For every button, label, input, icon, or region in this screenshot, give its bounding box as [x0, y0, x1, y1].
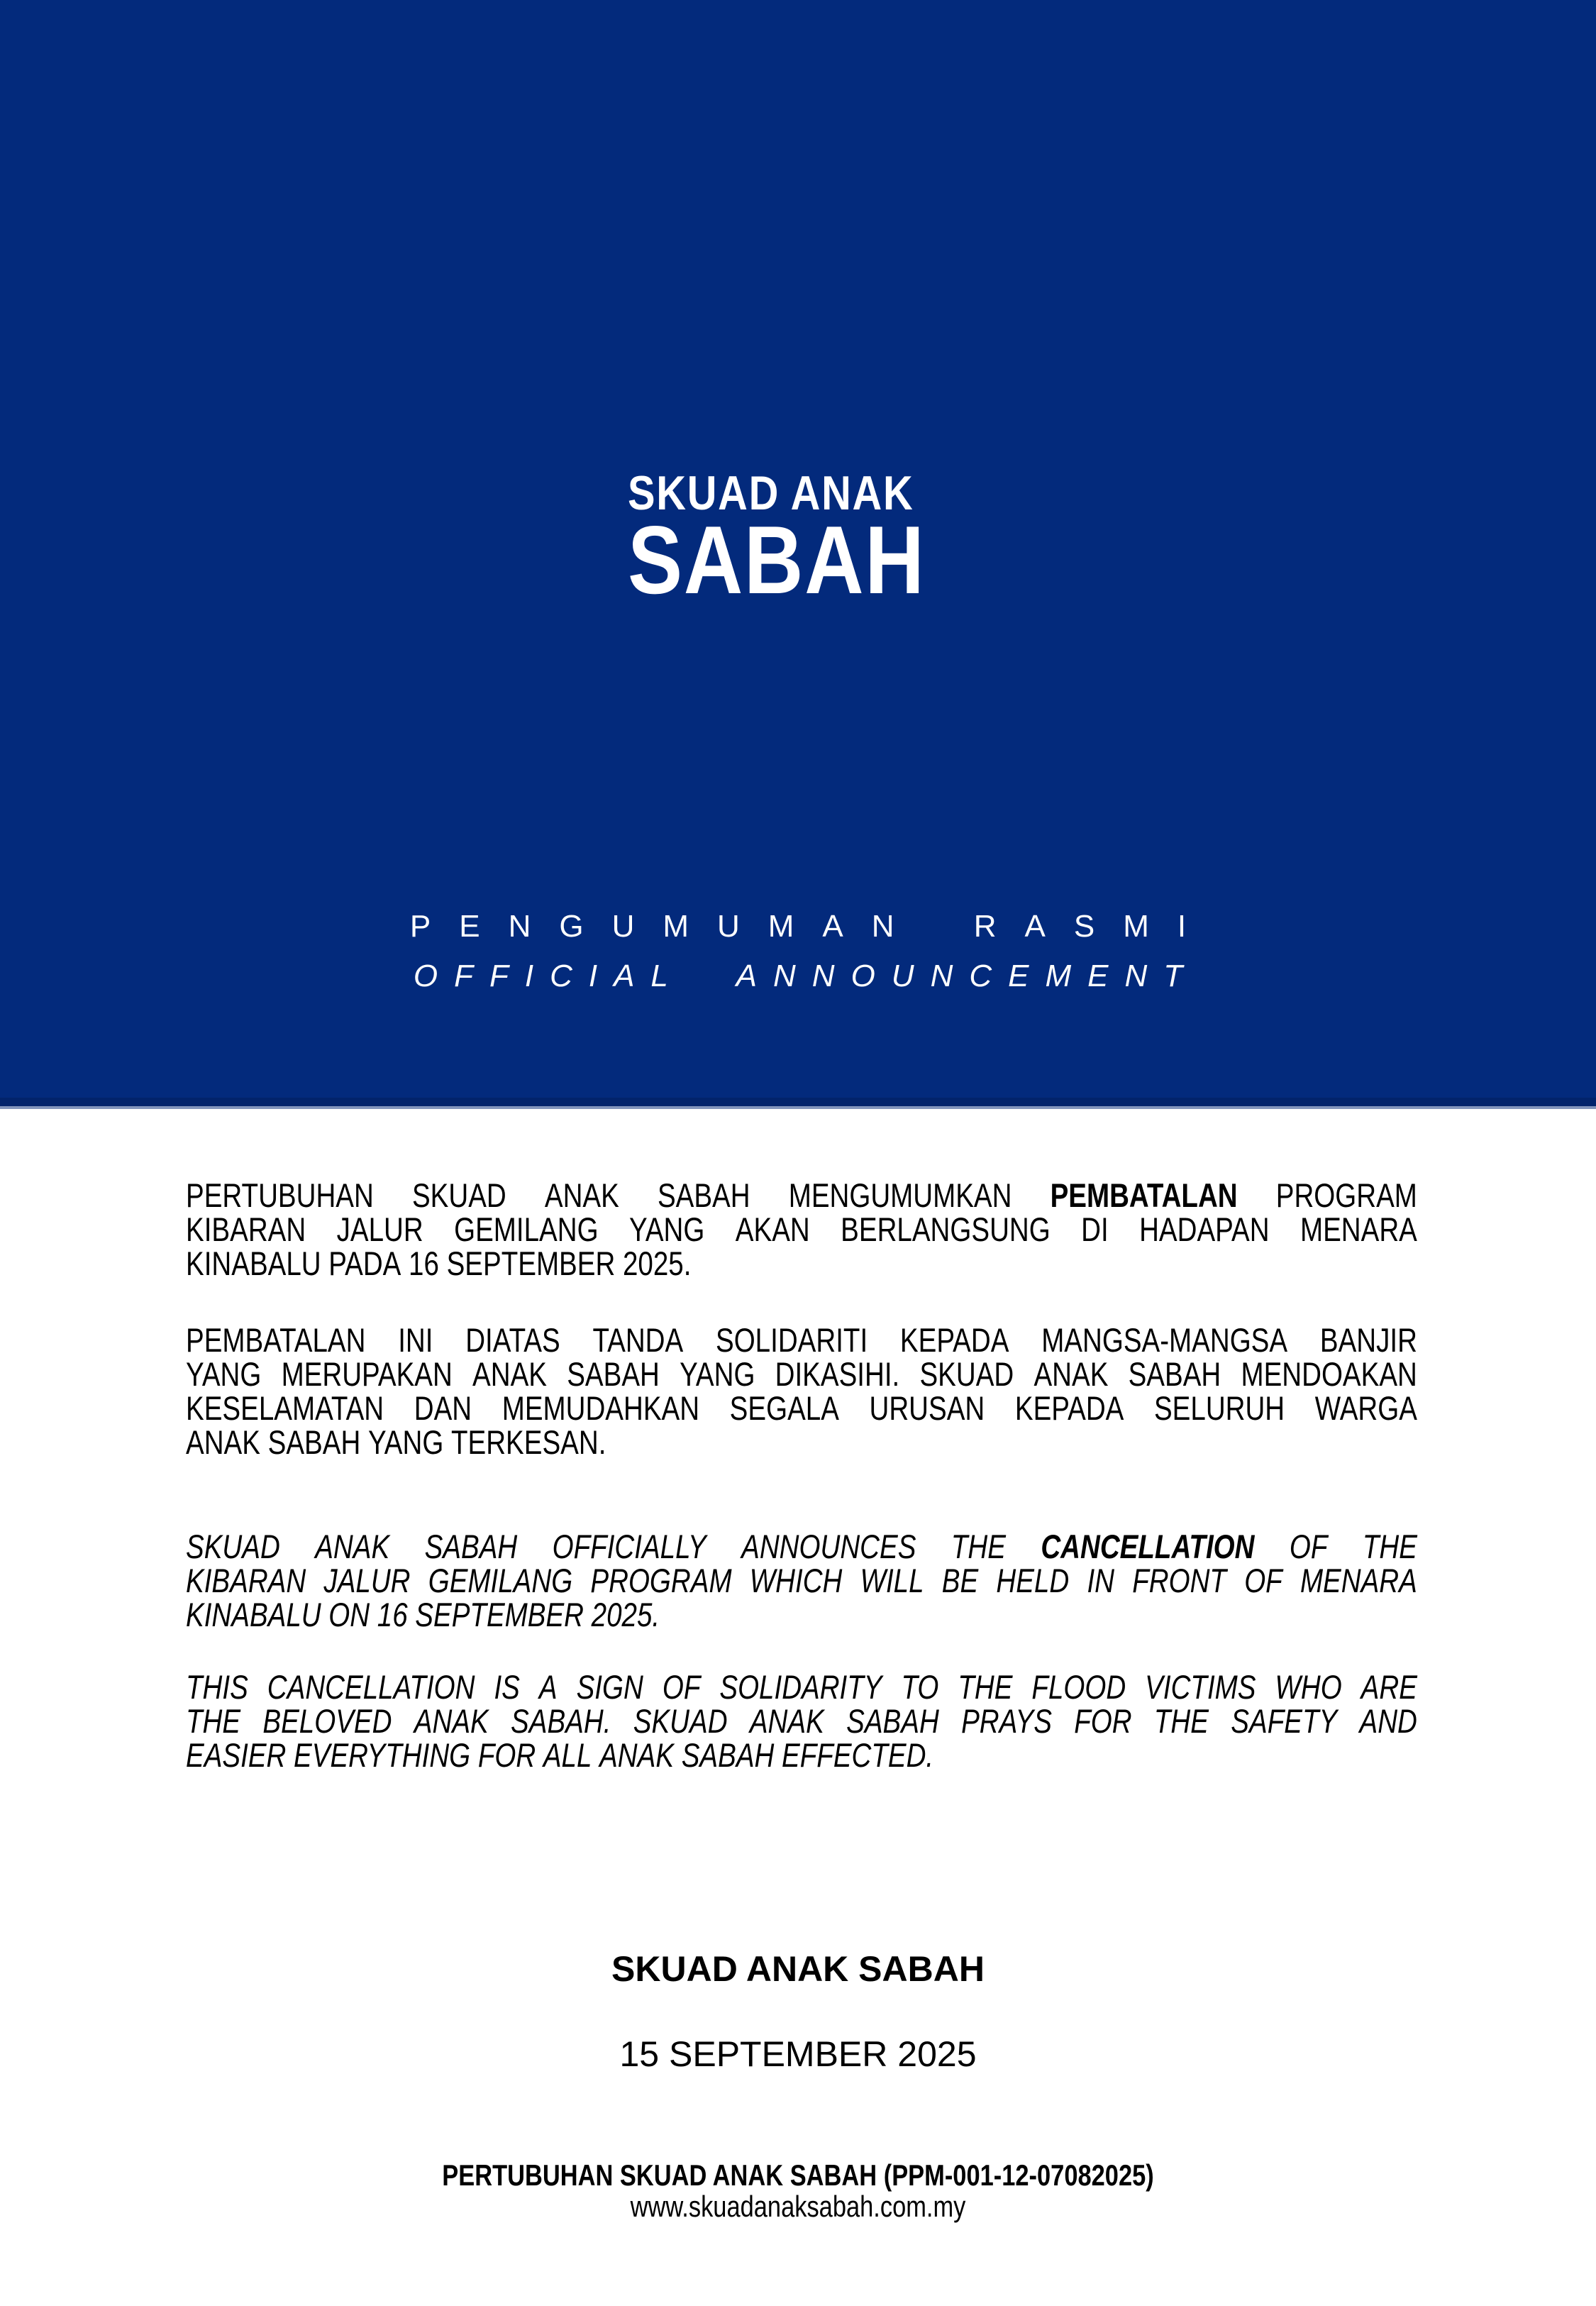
word: ALL: [543, 1736, 592, 1774]
word: OF: [662, 1668, 701, 1706]
word: INI: [398, 1321, 433, 1359]
word: SABAH: [657, 1176, 750, 1214]
word: BELOVED: [262, 1702, 392, 1740]
word: DIKASIHI.: [775, 1355, 900, 1393]
word: WILL: [860, 1562, 924, 1599]
word: WHO: [1275, 1668, 1342, 1706]
word: THIS: [186, 1668, 248, 1706]
text-line: [186, 1704, 1417, 1738]
word: SABAH: [846, 1702, 939, 1740]
word: FRONT: [1132, 1562, 1226, 1599]
text-line: [186, 1738, 1417, 1772]
word: THE: [1153, 1702, 1209, 1740]
word: AKAN: [735, 1210, 810, 1248]
announcement-date: 15 SEPTEMBER 2025: [619, 2034, 977, 2074]
word: YANG: [186, 1355, 262, 1393]
word: SABAH: [567, 1355, 660, 1393]
word: EASIER: [186, 1736, 287, 1774]
word: SKUAD: [186, 1528, 280, 1565]
text-line: [186, 1323, 1417, 1357]
word: SAFETY: [1231, 1702, 1338, 1740]
word: ANAK: [472, 1355, 548, 1393]
word: ANAK: [599, 1736, 675, 1774]
word: MEMUDAHKAN: [501, 1389, 700, 1427]
word: KEPADA: [1014, 1389, 1124, 1427]
word: IN: [1087, 1562, 1115, 1599]
text-line: [186, 1357, 1417, 1391]
text-line: [186, 1391, 1417, 1425]
org-logo-line1: SKUAD ANAK: [628, 466, 914, 520]
word: PROGRAM: [1275, 1176, 1417, 1214]
word: SKUAD: [411, 1176, 506, 1214]
word: DI: [1081, 1210, 1109, 1248]
word: EVERYTHING: [294, 1736, 471, 1774]
word: FOR: [1074, 1702, 1132, 1740]
word: ARE: [1361, 1668, 1417, 1706]
word: 2025.: [622, 1245, 692, 1282]
text-line: [186, 1564, 1417, 1598]
word: DIATAS: [465, 1321, 560, 1359]
word: JALUR: [323, 1562, 411, 1599]
word: MERUPAKAN: [281, 1355, 453, 1393]
paragraph: [186, 1323, 1417, 1460]
word: THE: [951, 1528, 1006, 1565]
word: SEPTEMBER: [446, 1245, 616, 1282]
word: PEMBATALAN: [186, 1321, 366, 1359]
word: YANG: [367, 1423, 444, 1461]
word: SABAH: [424, 1528, 518, 1565]
word: ANAK: [414, 1702, 489, 1740]
word: KESELAMATAN: [186, 1389, 384, 1427]
word: ANAK: [315, 1528, 390, 1565]
word: TANDA: [592, 1321, 684, 1359]
word: SEPTEMBER: [415, 1596, 584, 1633]
word: TO: [901, 1668, 939, 1706]
word: WHICH: [749, 1562, 843, 1599]
word: SABAH: [681, 1736, 775, 1774]
word: SABAH.: [511, 1702, 611, 1740]
word: SKUAD: [919, 1355, 1014, 1393]
word: OFFICIALLY: [552, 1528, 706, 1565]
signatory-name: SKUAD ANAK SABAH: [611, 1949, 985, 1989]
word: JALUR: [336, 1210, 423, 1248]
word: SELURUH: [1153, 1389, 1285, 1427]
text-line: [186, 1670, 1417, 1704]
text-line: [186, 1210, 1417, 1248]
footer-website: www.skuadanaksabah.com.my: [630, 2190, 966, 2223]
word: PERTUBUHAN: [186, 1176, 374, 1214]
word: URUSAN: [869, 1389, 985, 1427]
word: BE: [941, 1562, 979, 1599]
word: HADAPAN: [1139, 1210, 1270, 1248]
word: SOLIDARITI: [715, 1321, 868, 1359]
word: KINABALU: [186, 1596, 321, 1633]
word: OF: [1289, 1528, 1328, 1565]
word: YANG: [680, 1355, 755, 1393]
word: GEMILANG: [454, 1210, 599, 1248]
org-logo-line2: SABAH: [628, 506, 926, 614]
word: VICTIMS: [1145, 1668, 1256, 1706]
word: DAN: [414, 1389, 472, 1427]
word: 2025.: [591, 1596, 660, 1633]
word: HELD: [996, 1562, 1070, 1599]
word: ANNOUNCES: [741, 1528, 916, 1565]
text-line: [186, 1530, 1417, 1564]
word: IS: [494, 1668, 520, 1706]
word: MENDOAKAN: [1241, 1355, 1417, 1393]
header-banner: [0, 0, 1596, 1109]
word: ANAK: [1033, 1355, 1109, 1393]
word: SOLIDARITY: [719, 1668, 882, 1706]
word: ANAK: [749, 1702, 824, 1740]
word: SABAH: [267, 1423, 361, 1461]
org-logo: [628, 466, 926, 614]
word: ANAK: [544, 1176, 619, 1214]
text-line: [186, 1598, 1417, 1632]
word: PROGRAM: [590, 1562, 732, 1599]
word: GEMILANG: [428, 1562, 573, 1599]
word: ON: [328, 1596, 370, 1633]
word: A: [538, 1668, 558, 1706]
word: MENARA: [1299, 1562, 1417, 1599]
word: BERLANGSUNG: [841, 1210, 1051, 1248]
word: MANGSA-MANGSA: [1041, 1321, 1288, 1359]
paragraph: [186, 1176, 1417, 1282]
word: PEMBATALAN: [1050, 1176, 1238, 1214]
word: ANAK: [186, 1423, 260, 1461]
word: OF: [1244, 1562, 1282, 1599]
word: 16: [377, 1596, 408, 1633]
word: EFFECTED.: [782, 1736, 934, 1774]
text-line: [186, 1176, 1417, 1214]
text-line: [186, 1247, 1417, 1281]
word: KEPADA: [899, 1321, 1009, 1359]
word: PRAYS: [961, 1702, 1052, 1740]
word: WARGA: [1314, 1389, 1417, 1427]
word: YANG: [628, 1210, 705, 1248]
paragraph: [186, 1670, 1417, 1772]
word: SABAH: [1128, 1355, 1221, 1393]
word: SEGALA: [729, 1389, 839, 1427]
announcement-title-english: OFFICIAL ANNOUNCEMENT: [413, 959, 1199, 993]
word: FOR: [477, 1736, 536, 1774]
word: MENARA: [1299, 1210, 1417, 1248]
word: MENGUMUMKAN: [788, 1176, 1012, 1214]
word: CANCELLATION: [1041, 1528, 1255, 1565]
word: CANCELLATION: [267, 1668, 475, 1706]
text-line: [186, 1425, 1417, 1460]
word: SKUAD: [633, 1702, 728, 1740]
announcement-title-block: [0, 911, 1596, 992]
word: KIBARAN: [186, 1562, 306, 1599]
word: SIGN: [576, 1668, 643, 1706]
word: THE: [958, 1668, 1013, 1706]
word: FLOOD: [1031, 1668, 1126, 1706]
word: AND: [1359, 1702, 1417, 1740]
word: PADA: [328, 1245, 401, 1282]
announcement-title-malay: PENGUMUMAN RASMI: [409, 909, 1215, 944]
word: KIBARAN: [186, 1210, 306, 1248]
word: BANJIR: [1319, 1321, 1417, 1359]
paragraph: [186, 1530, 1417, 1632]
word: KINABALU: [186, 1245, 321, 1282]
word: TERKESAN.: [450, 1423, 606, 1461]
word: THE: [1362, 1528, 1417, 1565]
footer-org-registration: PERTUBUHAN SKUAD ANAK SABAH (PPM-001-12-07082025): [442, 2158, 1154, 2192]
word: 16: [409, 1245, 439, 1282]
word: THE: [186, 1702, 241, 1740]
